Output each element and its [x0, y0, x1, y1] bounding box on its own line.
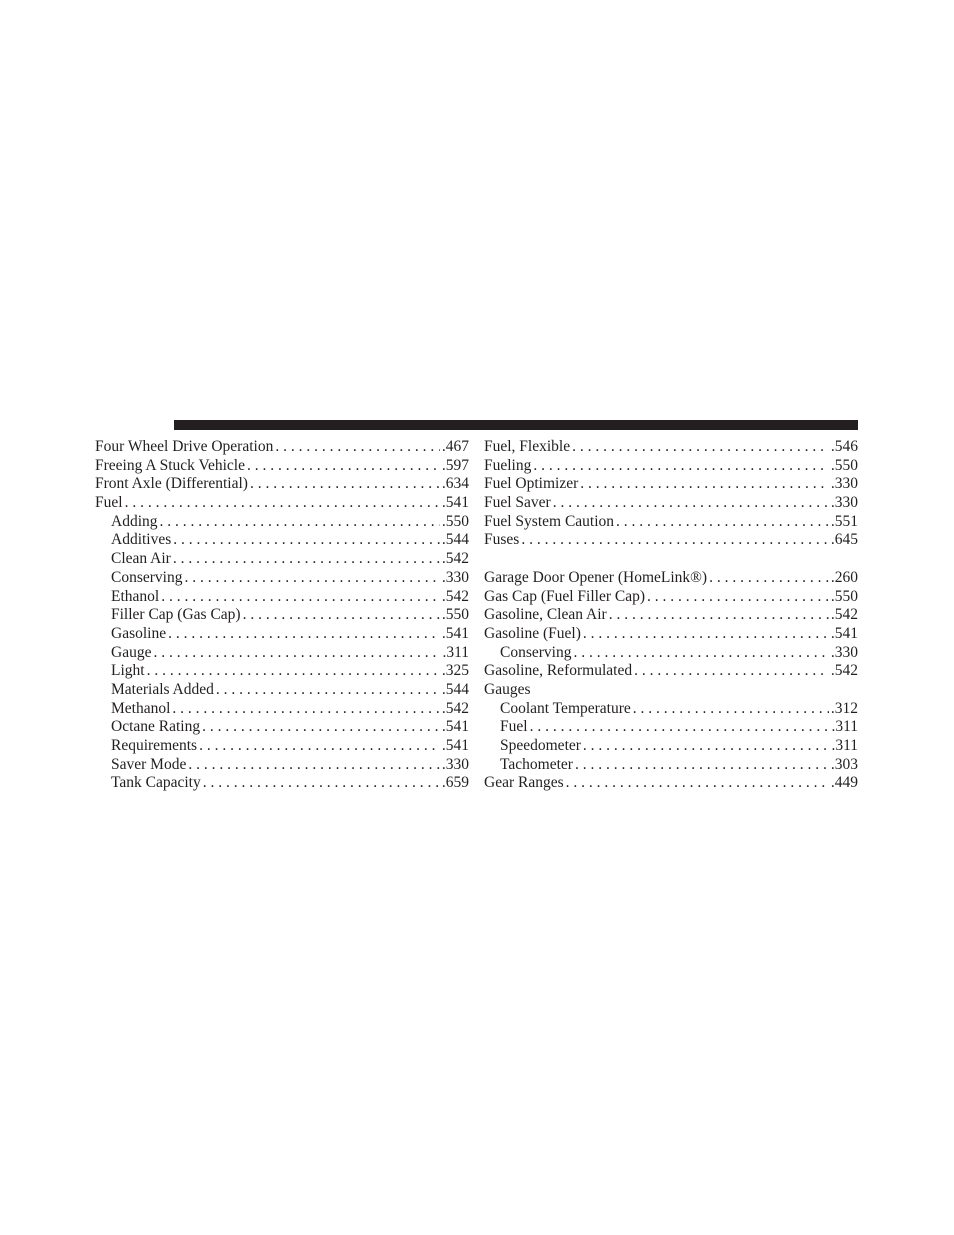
- dot-leader: [173, 550, 440, 569]
- dot-leader: [250, 475, 440, 494]
- index-subentry: [95, 662, 469, 681]
- index-entry-page-number: .330: [830, 475, 858, 493]
- index-entry-label: Gauge: [111, 643, 152, 661]
- index-entry-label: Fuel: [95, 494, 123, 512]
- index-entry-page-number: .330: [830, 643, 858, 661]
- dot-leader: [583, 737, 830, 756]
- index-entry-label: Fuses: [484, 531, 520, 549]
- index-entry-label: Methanol: [111, 699, 171, 717]
- index-entry-label: Adding: [111, 512, 158, 530]
- index-subentry: [95, 625, 469, 644]
- index-entry: [95, 475, 469, 494]
- index-entry: [95, 457, 469, 476]
- index-entry-label: Fuel Optimizer: [484, 475, 579, 493]
- index-entry: [484, 438, 858, 457]
- index-entry-page-number: .541: [441, 718, 469, 736]
- dot-leader: [199, 737, 440, 756]
- index-entry-page-number: .542: [830, 606, 858, 624]
- index-entry-label: Front Axle (Differential): [95, 475, 248, 493]
- index-entry-label: Clean Air: [111, 550, 171, 568]
- index-entry-page-number: .550: [830, 587, 858, 605]
- index-subentry: [95, 531, 469, 550]
- index-entry-label: Gasoline: [111, 624, 167, 642]
- index-entry-label: Octane Rating: [111, 718, 201, 736]
- index-entry-page-number: .546: [830, 438, 858, 455]
- index-entry-label: Light: [111, 662, 145, 680]
- index-entry-page-number: .330: [441, 755, 469, 773]
- index-group-spacer: [484, 550, 858, 569]
- dot-leader: [633, 700, 829, 719]
- index-entry-label: Gasoline (Fuel): [484, 624, 581, 642]
- index-entry: [484, 513, 858, 532]
- index-entry-page-number: .542: [441, 550, 469, 568]
- index-entry-page-number: .330: [441, 568, 469, 586]
- index-entry-label: Speedometer: [500, 737, 581, 754]
- dot-leader: [647, 588, 829, 607]
- index-entry-page-number: .541: [441, 737, 469, 754]
- index-entry-page-number: .312: [830, 699, 858, 717]
- dot-leader: [709, 569, 829, 588]
- dot-leader: [160, 513, 440, 532]
- dot-leader: [275, 438, 440, 457]
- index-entry-label: Materials Added: [111, 680, 214, 698]
- index-entry-label: Gasoline, Reformulated: [484, 662, 633, 680]
- dot-leader: [243, 606, 440, 625]
- index-entry-page-number: .659: [441, 774, 469, 792]
- index-entry-page-number: .551: [830, 512, 858, 530]
- index-entry-label: Coolant Temperature: [500, 699, 631, 717]
- dot-leader: [580, 475, 829, 494]
- index-entry-page-number: .325: [441, 662, 469, 680]
- index-entry-page-number: .330: [830, 494, 858, 512]
- index-entry-label: Gasoline, Clean Air: [484, 606, 607, 624]
- index-entry-label: Conserving: [111, 568, 183, 586]
- dot-leader: [634, 662, 829, 681]
- index-entry: [484, 606, 858, 625]
- dot-leader: [172, 700, 439, 719]
- index-subentry: [95, 606, 469, 625]
- index-subentry: [484, 718, 858, 737]
- dot-leader: [553, 494, 829, 513]
- index-entry-page-number: .544: [441, 531, 469, 549]
- index-entry-page-number: .544: [441, 680, 469, 698]
- index-subentry: [484, 700, 858, 719]
- index-entry-label: Garage Door Opener (HomeLink®): [484, 568, 708, 586]
- index-entry: [484, 569, 858, 588]
- index-entry-page-number: .467: [441, 438, 469, 455]
- dot-leader: [583, 625, 829, 644]
- index-entry-label: Additives: [111, 531, 172, 549]
- index-subentry: [95, 756, 469, 775]
- header-rule-bar: [174, 420, 858, 430]
- dot-leader: [147, 662, 440, 681]
- index-entry-label: Conserving: [500, 643, 572, 661]
- index-entry: [484, 625, 858, 644]
- index-subentry: [95, 774, 469, 793]
- index-entry-label: Gas Cap (Fuel Filler Cap): [484, 587, 646, 605]
- index-entry-label: Freeing A Stuck Vehicle: [95, 456, 245, 474]
- index-entry: [484, 588, 858, 607]
- dot-leader: [161, 588, 440, 607]
- index-entry: [484, 457, 858, 476]
- dot-leader: [572, 438, 829, 457]
- index-entry-page-number: .550: [441, 512, 469, 530]
- index-entry-page-number: .303: [830, 755, 858, 773]
- index-subentry: [95, 737, 469, 756]
- dot-leader: [202, 718, 440, 737]
- index-entry-page-number: .311: [831, 737, 858, 754]
- dot-leader: [184, 569, 439, 588]
- index-entry: [484, 494, 858, 513]
- index-subentry: [95, 513, 469, 532]
- dot-leader: [521, 531, 829, 550]
- index-entry-label: Four Wheel Drive Operation: [95, 438, 274, 455]
- dot-leader: [247, 457, 440, 476]
- index-entry-label: Saver Mode: [111, 755, 187, 773]
- dot-leader: [616, 513, 829, 532]
- index-entry-label: Fuel: [500, 718, 528, 736]
- index-entry-label: Ethanol: [111, 587, 160, 605]
- index-entry: [95, 438, 469, 457]
- index-entry-label: Fuel Saver: [484, 494, 551, 512]
- index-column-right: [484, 438, 858, 793]
- index-entry: [484, 475, 858, 494]
- index-entry-label: Fueling: [484, 456, 532, 474]
- index-entry-page-number: .597: [441, 456, 469, 474]
- index-entry-page-number: .542: [830, 662, 858, 680]
- dot-leader: [173, 531, 440, 550]
- index-subentry: [95, 718, 469, 737]
- index-entry-page-number: .645: [830, 531, 858, 549]
- dot-leader: [203, 774, 440, 793]
- dot-leader: [168, 625, 440, 644]
- dot-leader: [153, 644, 440, 663]
- index-subentry: [95, 644, 469, 663]
- index-entry-page-number: .541: [830, 624, 858, 642]
- dot-leader: [533, 457, 829, 476]
- dot-leader: [125, 494, 440, 513]
- index-entry-label: Gear Ranges: [484, 774, 564, 792]
- index-entry-page-number: .449: [830, 774, 858, 792]
- index-entry-page-number: .260: [830, 568, 858, 586]
- dot-leader: [566, 774, 829, 793]
- dot-leader: [216, 681, 440, 700]
- index-entry-label: Requirements: [111, 737, 198, 754]
- dot-leader: [188, 756, 440, 775]
- index-entry: [484, 662, 858, 681]
- index-entry-label: Fuel System Caution: [484, 512, 615, 530]
- index-subentry: [484, 756, 858, 775]
- index-entry-label: Filler Cap (Gas Cap): [111, 606, 241, 624]
- index-entry-page-number: .550: [830, 456, 858, 474]
- index-entry: [95, 494, 469, 513]
- index-entry: [484, 531, 858, 550]
- index-entry-page-number: .541: [441, 624, 469, 642]
- dot-leader: [530, 718, 830, 737]
- index-subentry: [484, 737, 858, 756]
- index-subentry: [95, 681, 469, 700]
- index-subentry: [95, 700, 469, 719]
- index-entry-page-number: .634: [441, 475, 469, 493]
- index-entry: [484, 774, 858, 793]
- index-subentry: [484, 644, 858, 663]
- dot-leader: [575, 756, 829, 775]
- index-entry-page-number: .542: [441, 699, 469, 717]
- index-entry-label: Tachometer: [500, 755, 573, 773]
- dot-leader: [573, 644, 828, 663]
- index-entry-page-number: .541: [441, 494, 469, 512]
- index-entry-label: Fuel, Flexible: [484, 438, 571, 455]
- index-subentry: [95, 550, 469, 569]
- index-subentry: [95, 588, 469, 607]
- index-entry-page-number: .311: [442, 643, 469, 661]
- index-entry-label: Tank Capacity: [111, 774, 201, 792]
- index-entry: [484, 681, 858, 700]
- index-entry-page-number: .311: [831, 718, 858, 736]
- index-column-left: [95, 438, 469, 793]
- dot-leader: [609, 606, 829, 625]
- index-entry-label: Gauges: [484, 680, 531, 698]
- index-entry-page-number: .542: [441, 587, 469, 605]
- index-subentry: [95, 569, 469, 588]
- index-entry-page-number: .550: [441, 606, 469, 624]
